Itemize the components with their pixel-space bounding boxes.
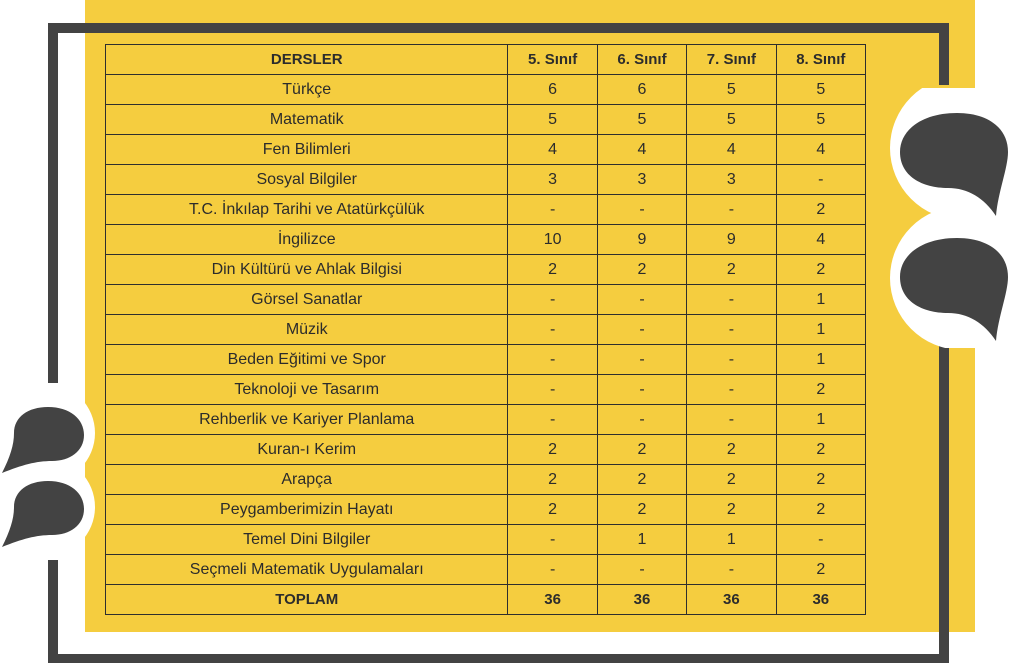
- hours-cell-grade-6: 2: [597, 465, 686, 495]
- table-header-row: [106, 45, 866, 75]
- hours-cell-grade-7: -: [687, 555, 776, 585]
- hours-cell-grade-8: 2: [776, 435, 865, 465]
- frame-border-top: [48, 23, 949, 33]
- subject-cell: Görsel Sanatlar: [106, 285, 508, 315]
- frame-border-bottom: [48, 654, 949, 663]
- curriculum-table: [105, 44, 866, 615]
- header-grade-5: 5. Sınıf: [508, 45, 597, 75]
- hours-cell-grade-6: 2: [597, 495, 686, 525]
- total-cell-grade-5: 36: [508, 585, 597, 615]
- hours-cell-grade-8: 5: [776, 105, 865, 135]
- hours-cell-grade-8: 2: [776, 555, 865, 585]
- table-row: [106, 345, 866, 375]
- hours-cell-grade-6: -: [597, 285, 686, 315]
- hours-cell-grade-5: 10: [508, 225, 597, 255]
- hours-cell-grade-5: -: [508, 345, 597, 375]
- hours-cell-grade-7: 1: [687, 525, 776, 555]
- table-row: [106, 495, 866, 525]
- hours-cell-grade-6: 6: [597, 75, 686, 105]
- frame-border-left-upper: [48, 23, 58, 383]
- frame-border-right-lower: [939, 345, 949, 663]
- hours-cell-grade-7: -: [687, 405, 776, 435]
- hours-cell-grade-7: 9: [687, 225, 776, 255]
- hours-cell-grade-7: -: [687, 195, 776, 225]
- subject-cell: Teknoloji ve Tasarım: [106, 375, 508, 405]
- subject-cell: Müzik: [106, 315, 508, 345]
- total-cell-grade-6: 36: [597, 585, 686, 615]
- hours-cell-grade-5: 5: [508, 105, 597, 135]
- hours-cell-grade-7: -: [687, 315, 776, 345]
- header-grade-6: 6. Sınıf: [597, 45, 686, 75]
- hours-cell-grade-8: 2: [776, 465, 865, 495]
- hours-cell-grade-6: 5: [597, 105, 686, 135]
- hours-cell-grade-8: 4: [776, 225, 865, 255]
- hours-cell-grade-7: 3: [687, 165, 776, 195]
- table-row: [106, 255, 866, 285]
- hours-cell-grade-5: -: [508, 525, 597, 555]
- hours-cell-grade-6: -: [597, 555, 686, 585]
- hours-cell-grade-8: 4: [776, 135, 865, 165]
- frame-border-left-lower: [48, 560, 58, 663]
- header-grade-7: 7. Sınıf: [687, 45, 776, 75]
- hours-cell-grade-7: 2: [687, 495, 776, 525]
- total-cell-grade-8: 36: [776, 585, 865, 615]
- hours-cell-grade-6: -: [597, 315, 686, 345]
- hours-cell-grade-8: 2: [776, 195, 865, 225]
- hours-cell-grade-7: 2: [687, 435, 776, 465]
- table-row: [106, 105, 866, 135]
- table-row: [106, 435, 866, 465]
- hours-cell-grade-8: 1: [776, 315, 865, 345]
- hours-cell-grade-5: -: [508, 555, 597, 585]
- subject-cell: Temel Dini Bilgiler: [106, 525, 508, 555]
- hours-cell-grade-5: 4: [508, 135, 597, 165]
- subject-cell: İngilizce: [106, 225, 508, 255]
- subject-cell: Fen Bilimleri: [106, 135, 508, 165]
- hours-cell-grade-5: -: [508, 405, 597, 435]
- hours-cell-grade-8: 2: [776, 375, 865, 405]
- hours-cell-grade-6: -: [597, 345, 686, 375]
- hours-cell-grade-7: -: [687, 345, 776, 375]
- subject-cell: Matematik: [106, 105, 508, 135]
- opening-quote-icon: [0, 385, 100, 555]
- subject-cell: T.C. İnkılap Tarihi ve Atatürkçülük: [106, 195, 508, 225]
- closing-quote-icon: [862, 88, 1024, 348]
- subject-cell: Sosyal Bilgiler: [106, 165, 508, 195]
- subject-cell: Din Kültürü ve Ahlak Bilgisi: [106, 255, 508, 285]
- hours-cell-grade-6: 2: [597, 255, 686, 285]
- hours-cell-grade-5: -: [508, 195, 597, 225]
- total-label: TOPLAM: [106, 585, 508, 615]
- hours-cell-grade-8: 1: [776, 345, 865, 375]
- hours-cell-grade-5: 3: [508, 165, 597, 195]
- hours-cell-grade-7: 5: [687, 75, 776, 105]
- frame-border-right-upper: [939, 23, 949, 85]
- hours-cell-grade-8: -: [776, 525, 865, 555]
- subject-cell: Arapça: [106, 465, 508, 495]
- hours-cell-grade-7: 2: [687, 255, 776, 285]
- table-row: [106, 555, 866, 585]
- subject-cell: Seçmeli Matematik Uygulamaları: [106, 555, 508, 585]
- subject-cell: Beden Eğitimi ve Spor: [106, 345, 508, 375]
- hours-cell-grade-8: 2: [776, 495, 865, 525]
- hours-cell-grade-7: -: [687, 285, 776, 315]
- table-row: [106, 315, 866, 345]
- subject-cell: Peygamberimizin Hayatı: [106, 495, 508, 525]
- subject-cell: Türkçe: [106, 75, 508, 105]
- hours-cell-grade-6: 1: [597, 525, 686, 555]
- hours-cell-grade-8: 1: [776, 285, 865, 315]
- table-row: [106, 165, 866, 195]
- total-row: [106, 585, 866, 615]
- header-grade-8: 8. Sınıf: [776, 45, 865, 75]
- hours-cell-grade-7: 2: [687, 465, 776, 495]
- hours-cell-grade-7: 4: [687, 135, 776, 165]
- table-row: [106, 75, 866, 105]
- hours-cell-grade-8: 1: [776, 405, 865, 435]
- subject-cell: Kuran-ı Kerim: [106, 435, 508, 465]
- hours-cell-grade-5: 2: [508, 435, 597, 465]
- hours-cell-grade-8: 2: [776, 255, 865, 285]
- table-row: [106, 195, 866, 225]
- hours-cell-grade-5: 2: [508, 495, 597, 525]
- hours-cell-grade-5: -: [508, 375, 597, 405]
- hours-cell-grade-6: -: [597, 405, 686, 435]
- table-row: [106, 225, 866, 255]
- hours-cell-grade-6: 3: [597, 165, 686, 195]
- table-row: [106, 465, 866, 495]
- subject-cell: Rehberlik ve Kariyer Planlama: [106, 405, 508, 435]
- header-subjects: DERSLER: [106, 45, 508, 75]
- hours-cell-grade-6: -: [597, 375, 686, 405]
- hours-cell-grade-5: 2: [508, 255, 597, 285]
- hours-cell-grade-7: 5: [687, 105, 776, 135]
- hours-cell-grade-5: 6: [508, 75, 597, 105]
- hours-cell-grade-8: -: [776, 165, 865, 195]
- hours-cell-grade-5: -: [508, 315, 597, 345]
- total-cell-grade-7: 36: [687, 585, 776, 615]
- table-row: [106, 405, 866, 435]
- hours-cell-grade-6: 2: [597, 435, 686, 465]
- hours-cell-grade-7: -: [687, 375, 776, 405]
- hours-cell-grade-5: -: [508, 285, 597, 315]
- hours-cell-grade-6: 4: [597, 135, 686, 165]
- hours-cell-grade-5: 2: [508, 465, 597, 495]
- table-row: [106, 525, 866, 555]
- hours-cell-grade-6: 9: [597, 225, 686, 255]
- hours-cell-grade-8: 5: [776, 75, 865, 105]
- table-row: [106, 135, 866, 165]
- hours-cell-grade-6: -: [597, 195, 686, 225]
- table-row: [106, 375, 866, 405]
- table-row: [106, 285, 866, 315]
